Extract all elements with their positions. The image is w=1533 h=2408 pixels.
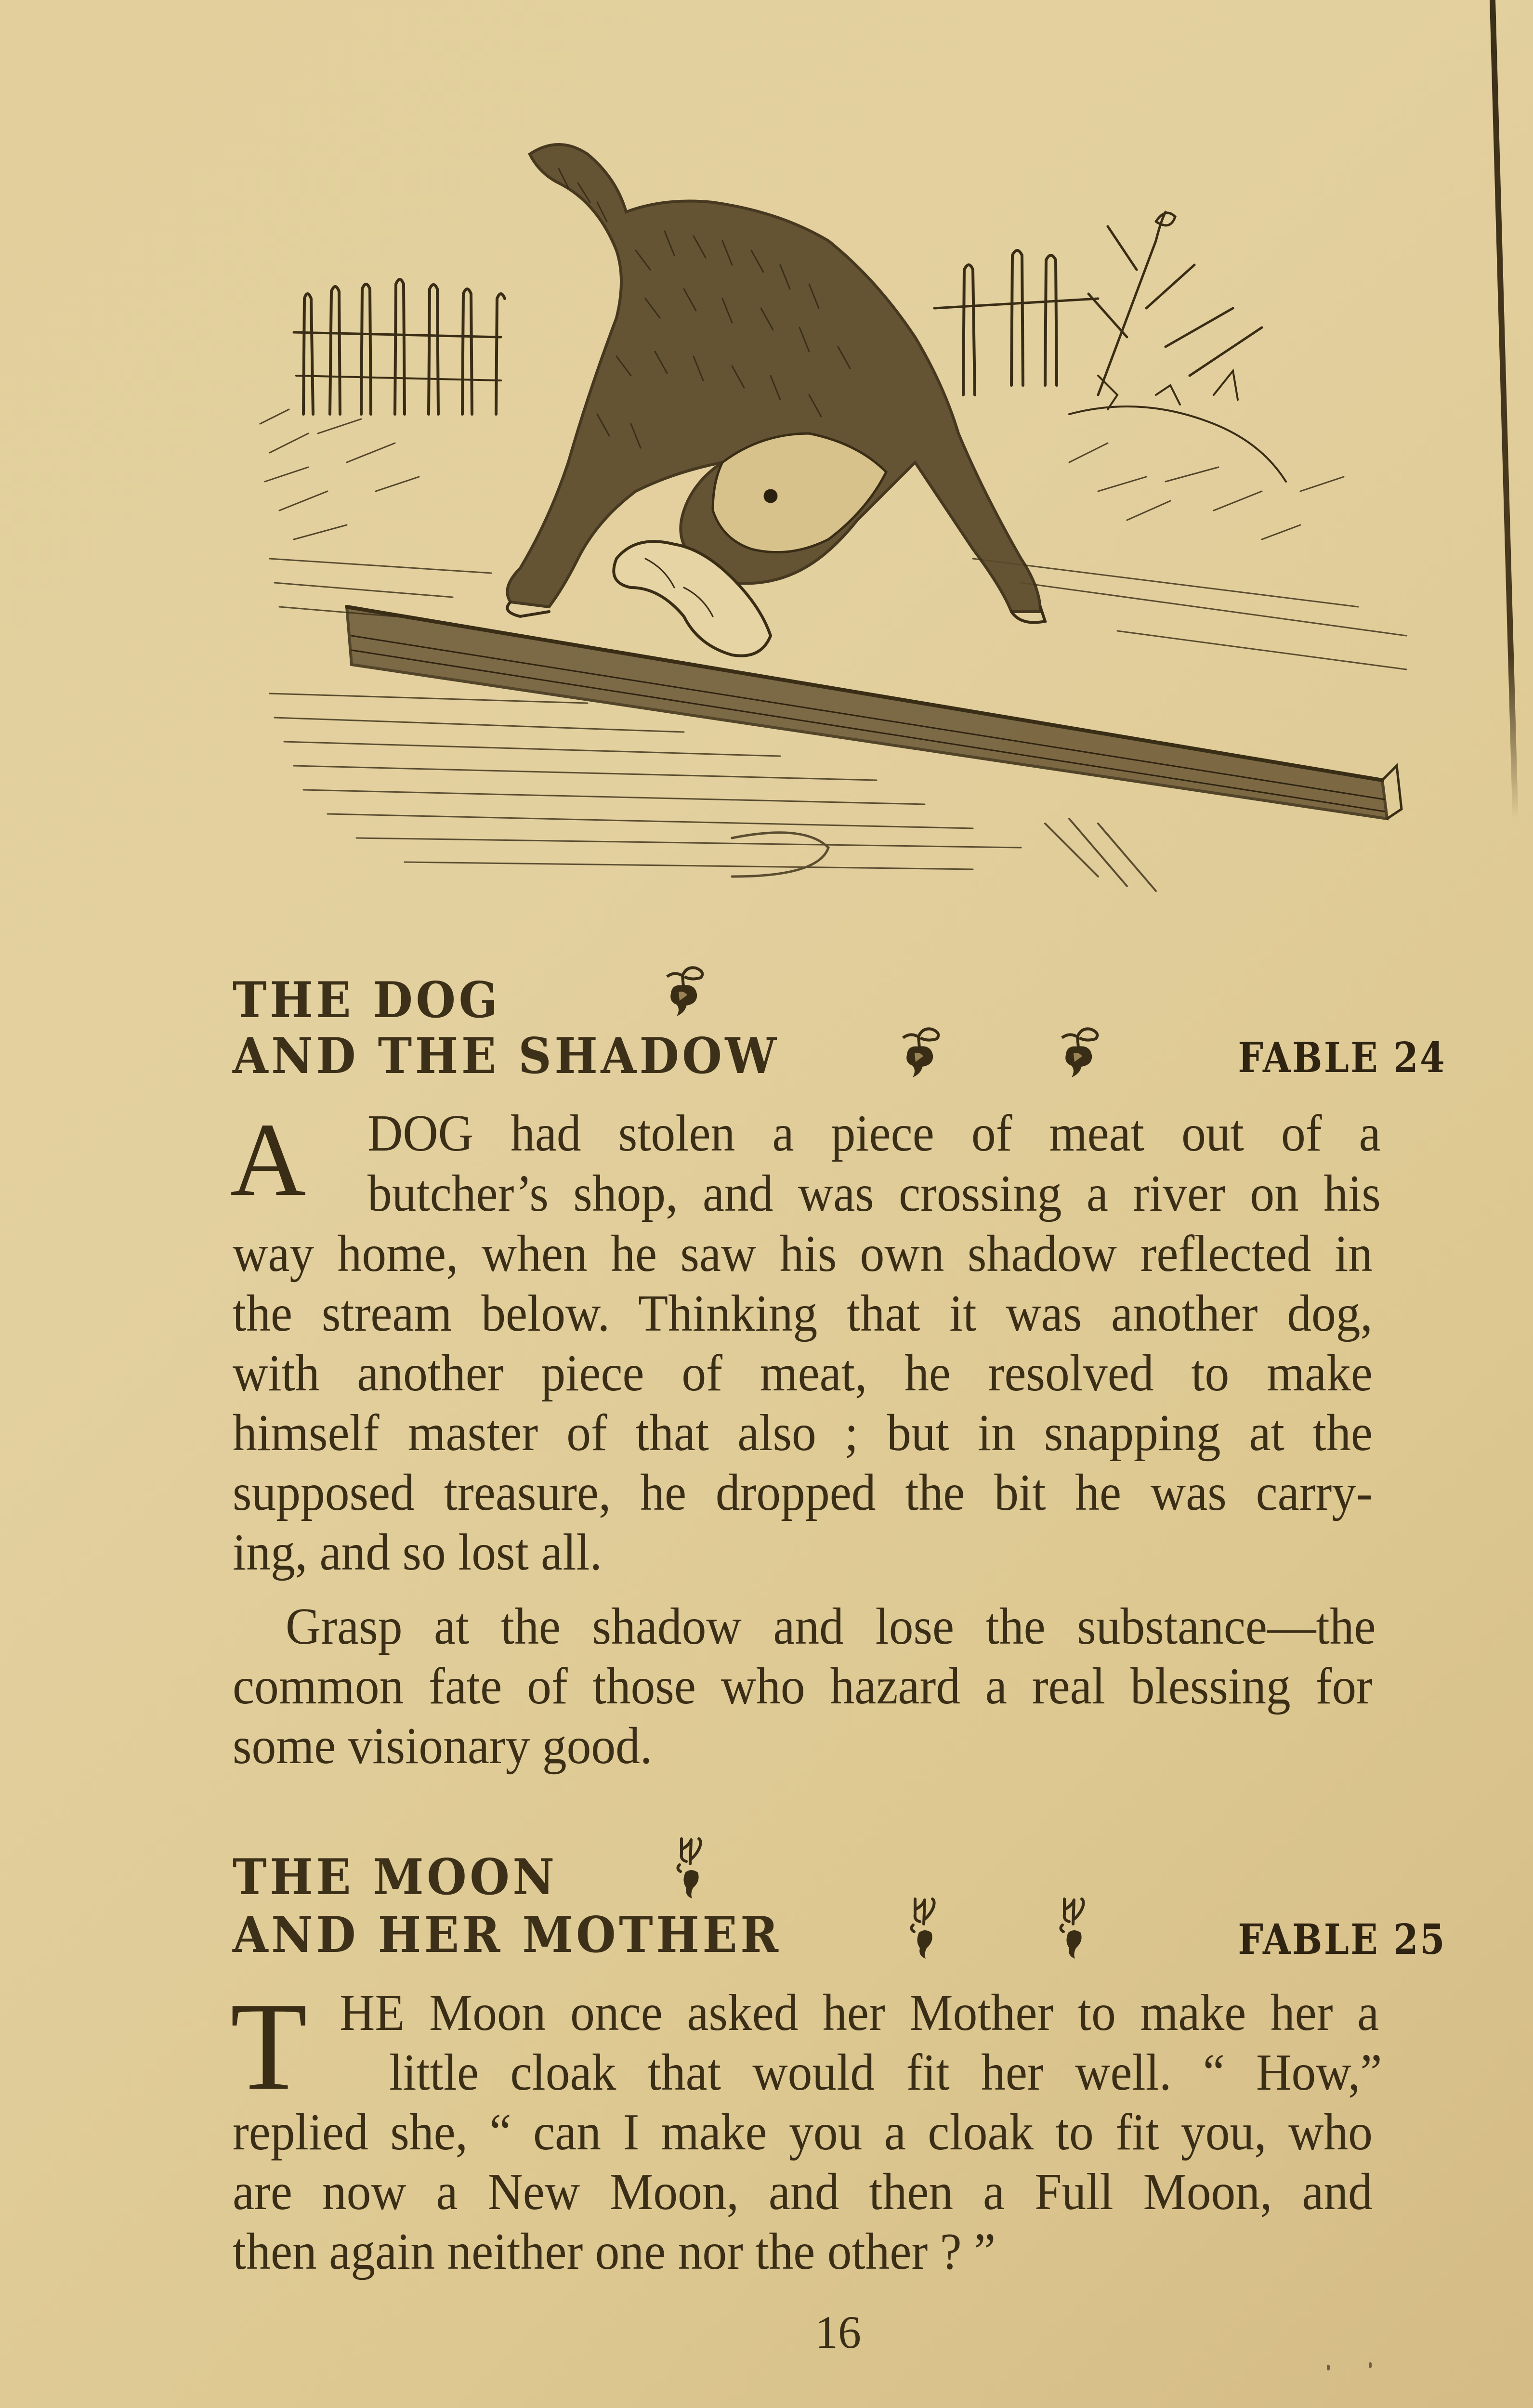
body-line: butcher’s shop, and was crossing a river on his (367, 1165, 1381, 1222)
vine-heart-ornament-icon (905, 1895, 944, 1963)
dog-engraving-illustration (250, 125, 1435, 896)
drop-cap: A (230, 1102, 306, 1218)
fable-title-line-1: THE MOON (233, 1848, 558, 1906)
fence-right (934, 250, 1098, 395)
fable-number-label: FABLE 24 (1238, 1034, 1446, 1082)
body-line: himself master of that also ; but in snapping at the (233, 1404, 1373, 1462)
paper-speck (1327, 2365, 1330, 2370)
vine-heart-ornament-icon (1055, 1895, 1093, 1963)
fable-body (233, 1983, 1445, 2286)
vine-heart-ornament-icon (672, 1835, 710, 1902)
fable-number-label: FABLE 25 (1238, 1915, 1446, 1964)
drop-cap: T (230, 1976, 308, 2116)
moral-line: some visionary good. (233, 1717, 653, 1775)
fable-title-line-2: AND HER MOTHER (233, 1906, 782, 1964)
cherry-ornament-icon (1052, 1023, 1105, 1079)
body-line: with another piece of meat, he resolved to make (233, 1345, 1373, 1402)
cherry-ornament-icon (893, 1023, 946, 1079)
body-line: replied she, “ can I make you a cloak to fit you, who (233, 2104, 1373, 2161)
body-line: then again neither one nor the other ? ” (233, 2223, 996, 2280)
plank-bridge (347, 607, 1402, 819)
body-line: the stream below. Thinking that it was another dog, (233, 1285, 1373, 1342)
page-number: 16 (815, 2306, 861, 2358)
book-page-edge (1490, 0, 1518, 819)
cherry-ornament-icon (657, 962, 710, 1018)
fable-body (233, 1103, 1445, 1585)
body-line: little cloak that would fit her well. “ How,” (389, 2044, 1382, 2101)
fable-title-line-1: THE DOG (233, 971, 501, 1029)
fence-left (294, 279, 505, 414)
body-line: DOG had stolen a piece of meat out of a (367, 1105, 1381, 1162)
moral-line: common fate of those who hazard a real blessing for (233, 1658, 1373, 1715)
body-line: way home, when he saw his own shadow reflected in (233, 1225, 1373, 1283)
fable-title-line-2: AND THE SHADOW (233, 1027, 780, 1085)
body-line: HE Moon once asked her Mother to make her a (340, 1984, 1379, 2042)
body-line: ing, and so lost all. (233, 1524, 603, 1581)
fable-moral (233, 1597, 1445, 1780)
body-line: are now a New Moon, and then a Full Moon, and (233, 2163, 1373, 2221)
paper-speck (1369, 2362, 1372, 2368)
body-line: supposed treasure, he dropped the bit he was carry- (233, 1464, 1373, 1521)
moral-line: Grasp at the shadow and lose the substance—the (286, 1598, 1376, 1655)
bush (1069, 212, 1286, 482)
